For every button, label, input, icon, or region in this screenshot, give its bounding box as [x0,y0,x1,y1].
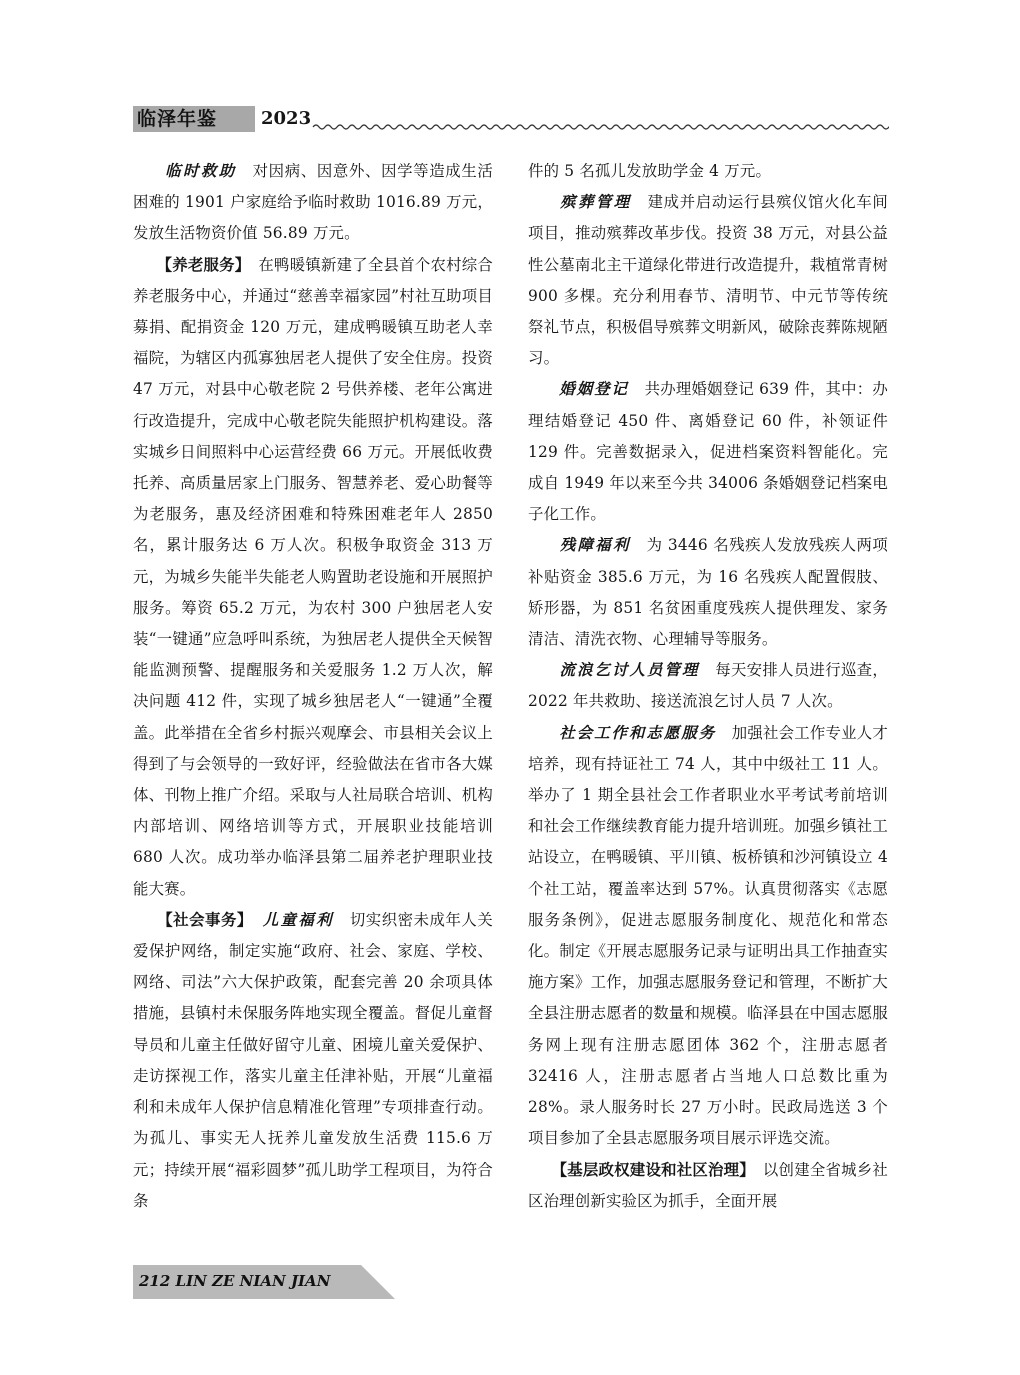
paragraph [133,250,493,905]
running-footer [133,1265,413,1301]
paragraph-text: 以创建全省城乡社区治理创新实验区为抓手，全面开展 [528,1160,888,1210]
paragraph-heading: 殡葬管理 [560,193,632,212]
paragraph-text: 每天安排人员进行巡查，2022 年共救助、接送流浪乞讨人员 7 人次。 [528,661,888,711]
paragraph-heading: 社会工作和志愿服务 [559,723,717,742]
paragraph-text: 件的 5 名孤儿发放助学金 4 万元。 [528,162,772,180]
paragraph [528,655,888,717]
paragraph-text: 在鸭暖镇新建了全县首个农村综合养老服务中心，并通过“慈善幸福家园”村社互助项目募捐、配捐资金 120 万元，建成鸭暖镇互助老人幸福院，为辖区内孤寡独居老人提供了安全住房。投资 47 万元，对县中心敬老院 2 号供养楼、老年公寓进行改造提升，完成中心敬老院失能照护机构建设。落实城乡日间照料中心运营经费 66 万元。开展低收费托养、高质量居家上门服务、智慧养老、爱心助餐等为老服务，惠及经济困难和特殊困难老年人 2850 名，累计服务达 6 万人次。积极争取资金 313 万元，为城乡失能半失能老人购置助老设施和开展照护服务。筹资 65.2 万元，为农村 300 户独居老人安装“一键通”应急呼叫系统，为独居老人提供全天候智能监测预警、提醒服务和关爱服务 1.2 万人次，解决问题 412 件，实现了城乡独居老人“一键通”全覆盖。此举措在全省乡村振兴观摩会、市县相关会议上得到了与会领导的一致好评，经验做法在省市各大媒体、刊物上推广介绍。采取与人社局联合培训、机构内部培训、网络培训等方式，开展职业技能培训 680 人次。成功举办临泽县第二届养老护理职业技能大赛。 [133,255,494,898]
paragraph-heading: 流浪乞讨人员管理 [559,661,700,680]
paragraph-text: 为 3446 名残疾人发放残疾人两项补贴资金 385.6 万元，为 16 名残疾人配置假肢、矫形器，为 851 名贫困重度残疾人提供理发、家务清洁、清洗衣物、心理辅导等服务。 [528,536,888,649]
paragraph-text: 切实织密未成年人关爱保护网络，制定实施“政府、社会、家庭、学校、网络、司法”六大保护政策，配套完善 20 余项具体措施，县镇村未保服务阵地实现全覆盖。督促儿童督导员和儿童主任做好留守儿童、困境儿童关爱保护、走访探视工作，落实儿童主任津补贴，开展“儿童福利和未成年人保护信息精准化管理”专项排查行动。为孤儿、事实无人抚养儿童发放生活费 115.6 万元；持续开展“福彩圆梦”孤儿助学工程项目，为符合条 [133,910,493,1210]
footer-label [139,1272,330,1290]
paragraph [528,530,888,655]
yearbook-year: 2023 [261,108,312,129]
paragraph-text: 建成并启动运行县殡仪馆火化车间项目，推动殡葬改革步伐。投资 38 万元，对县公益性公墓南北主干道绿化带进行改造提升，栽植常青树 900 多棵。充分利用春节、清明节、中元节等传统祭礼节点，积极倡导殡葬文明新风，破除丧葬陈规陋习。 [528,193,888,368]
header-wave-rule [133,122,889,132]
page-number: 212 [139,1272,171,1290]
paragraph-heading: 临时救助 [165,162,237,180]
paragraph-text: 共办理婚姻登记 639 件，其中：办理结婚登记 450 件、离婚登记 60 件，补领证件 129 件。完善数据录入，促进档案资料智能化。完成自 1949 年以来至今共 34006 条婚姻登记档案电子化工作。 [528,380,888,524]
yearbook-title: 临泽年鉴 [133,106,255,132]
paragraph [133,156,493,250]
book-name: LIN ZE NIAN JIAN [175,1272,331,1290]
paragraph [528,374,888,530]
paragraph-text: 对因病、因意外、因学等造成生活困难的 1901 户家庭给予临时救助 1016.89 万元，发放生活物资价值 56.89 万元。 [133,162,493,243]
paragraph-text: 加强社会工作专业人才培养，现有持证社工 74 人，其中中级社工 11 人。举办了 1 期全县社会工作者职业水平考试考前培训和社会工作继续教育能力提升培训班。加强乡镇社工站设立，在鸭暖镇、平川镇、板桥镇和沙河镇设立 4 个社工站，覆盖率达到 57%。认真贯彻落实《志愿服务条例》，促进志愿服务制度化、规范化和常态化。制定《开展志愿服务记录与证明出具工作抽查实施方案》工作，加强志愿服务登记和管理，不断扩大全县注册志愿者的数量和规模。临泽县在中国志愿服务网上现有注册志愿团体 362 个，注册志愿者 32416 人，注册志愿者占当地人口总数比重为 28%。录人服务时长 27 万小时。民政局选送 3 个项目参加了全县志愿服务项目展示评选交流。 [528,723,888,1148]
paragraph [528,156,888,187]
right-column [528,156,888,1217]
left-column [133,156,493,1217]
paragraph [528,718,888,1155]
running-header [133,98,889,134]
paragraph-heading: 残障福利 [559,536,631,555]
paragraph-heading: 【基层政权建设和社区治理】 [559,1160,748,1179]
paragraph [528,1155,888,1217]
paragraph-heading: 婚姻登记 [559,380,629,399]
paragraph [528,187,888,374]
paragraph-subheading: 儿童福利 [245,910,334,929]
paragraph [133,905,493,1217]
paragraph-heading: 【社会事务】 [164,910,246,929]
paragraph-heading: 【养老服务】 [164,255,243,274]
